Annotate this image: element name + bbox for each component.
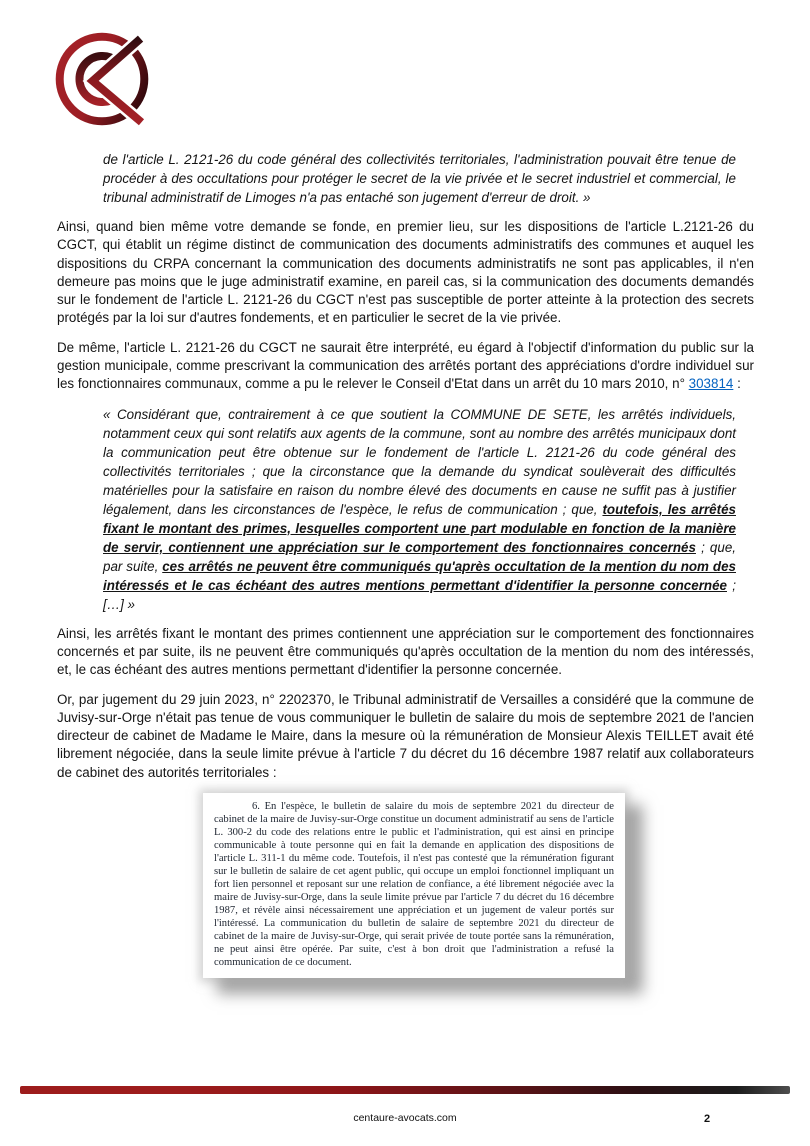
emphasized-underlined-text: toutefois, les arrêtés fixant le montant des primes, lesquelles comportent une part modulable en fonction de la manière de servir, contiennent une appréciation sur le comportement des fonctionnaires concernés (103, 501, 736, 555)
case-number-link[interactable]: 303814 (688, 376, 734, 392)
centaure-logo (55, 27, 149, 131)
text-run: 6. En l'espèce, le bulletin de salaire du mois de septembre 2021 du directeur de cabinet de la maire de Juvisy-sur-Orge constitue un document administratif au sens de l'article L. 300-2 du code des relations entre le public et l'administration, qui est ainsi en principe communicable à toute personne qui en fait la demande en application des dispositions de l'article L. 311-1 du même code. Toutefois, il n'est pas contesté que la rémunération figurant sur le bulletin de salaire de cet agent public, qui occupe un emploi fonctionnel impliquant un fort lien personnel et reposant sur une relation de confiance, a été librement négociée avec la maire de Juvisy-sur-Orge, dans la seule limite prévue par l'article 7 du décret du 16 décembre 1987, et révèle ainsi nécessairement une appréciation et un jugement de valeur portés sur l'intéressé. La communication du bulletin de salaire de septembre 2021 du directeur de cabinet de la maire de Juvisy-sur-Orge, qui serait privée de toute portée sans la rémunération, ne peut ainsi être opérée. Par suite, c'est à bon droit que l'administration a refusé la communication de ce document. (214, 801, 614, 969)
page-footer (0, 1112, 810, 1132)
text-run: Ainsi, quand bien même votre demande se fonde, en premier lieu, sur les dispositions de l'article L.2121-26 du CGCT, qui établit un régime distinct de communication des documents administratifs des communes et auquel les dispositions du CRPA concernant la communication des documents administratifs ne sont pas applicables, il n'en demeure pas moins que le juge administratif examine, en pareil cas, si la communication des documents demandés sur le fondement de l'article L. 2121-26 du CGCT n'est pas susceptible de porter atteinte à la protection des secrets protégés par la loi sur d'autres fondements, et en particulier le secret de la vie privée. (57, 219, 754, 326)
text-run: ; […] » (103, 577, 736, 612)
paragraph-ainsi-arretes-primes (57, 625, 754, 680)
paragraph-or-jugement-versailles (57, 691, 754, 782)
footer-website: centaure-avocats.com (353, 1112, 457, 1124)
text-run: : (733, 376, 741, 392)
judgment-scan-image (203, 793, 625, 978)
paragraph-ainsi-cgct (57, 218, 754, 328)
text-run: de l'article L. 2121-26 du code général des collectivités territoriales, l'administration pouvait être tenue de procéder à des occultations pour protéger le secret de la vie privée et le secret industriel et commercial, le tribunal administratif de Limoges n'a pas entaché son jugement d'erreur de droit. » (103, 152, 736, 205)
footer-divider-bar (20, 1086, 790, 1094)
quote-considerant-commune-sete (103, 405, 736, 614)
paragraph-de-meme-conseil-etat (57, 339, 754, 394)
judgment-scan-text (214, 800, 614, 969)
text-run: « Considérant que, contrairement à ce que soutient la COMMUNE DE SETE, les arrêtés individuels, notamment ceux qui sont relatifs aux agents de la commune, sont au nombre des arrêtés municipaux dont la communication peut être obtenue sur le fondement de l'article L. 2121-26 du code général des collectivités territoriales ; que la circonstance que la demande du syndicat soulèverait des difficultés matérielles pour la satisfaire en raison du nombre élevé des documents en cause ne suffit pas à justifier légalement, dans les circonstances de l'espèce, le refus de communication ; que, (103, 406, 736, 517)
quote-continuation-block (103, 150, 736, 207)
text-run: Or, par jugement du 29 juin 2023, n° 2202370, le Tribunal administratif de Versailles a considéré que la commune de Juvisy-sur-Orge n'était pas tenue de vous communiquer le bulletin de salaire du mois de septembre 2021 de l'ancien directeur de cabinet de Madame le Maire, dans la mesure où la rémunération de Monsieur Alexis TEILLET avait été librement négociée, dans la seule limite prévue à l'article 7 du décret du 16 décembre 1987 relatif aux collaborateurs de cabinet des autorités territoriales : (57, 691, 754, 780)
text-run: Ainsi, les arrêtés fixant le montant des primes contiennent une appréciation sur le comportement des fonctionnaires concernés et par suite, ils ne peuvent être communiqués qu'après occultation de la mention du nom des intéressés, et, le cas échéant des autres mentions permettant d'identifier la personne concernée. (57, 625, 754, 678)
text-run: ; que, par suite, (103, 539, 736, 574)
footer-page-number: 2 (704, 1113, 711, 1125)
document-body (57, 150, 754, 978)
emphasized-underlined-text: ces arrêtés ne peuvent être communiqués qu'après occultation de la mention du nom des intéressés et le cas échéant des autres mentions permettant d'identifier la personne concernée (103, 558, 736, 593)
text-run: De même, l'article L. 2121-26 du CGCT ne saurait être interprété, eu égard à l'objectif d'information du public sur la gestion municipale, comme prescrivant la communication des arrêtés portant des appréciations d'ordre individuel sur les fonctionnaires communaux, comme a pu le relever le Conseil d'Etat dans un arrêt du 10 mars 2010, n° (57, 339, 754, 392)
centaure-logo-icon (55, 27, 149, 131)
